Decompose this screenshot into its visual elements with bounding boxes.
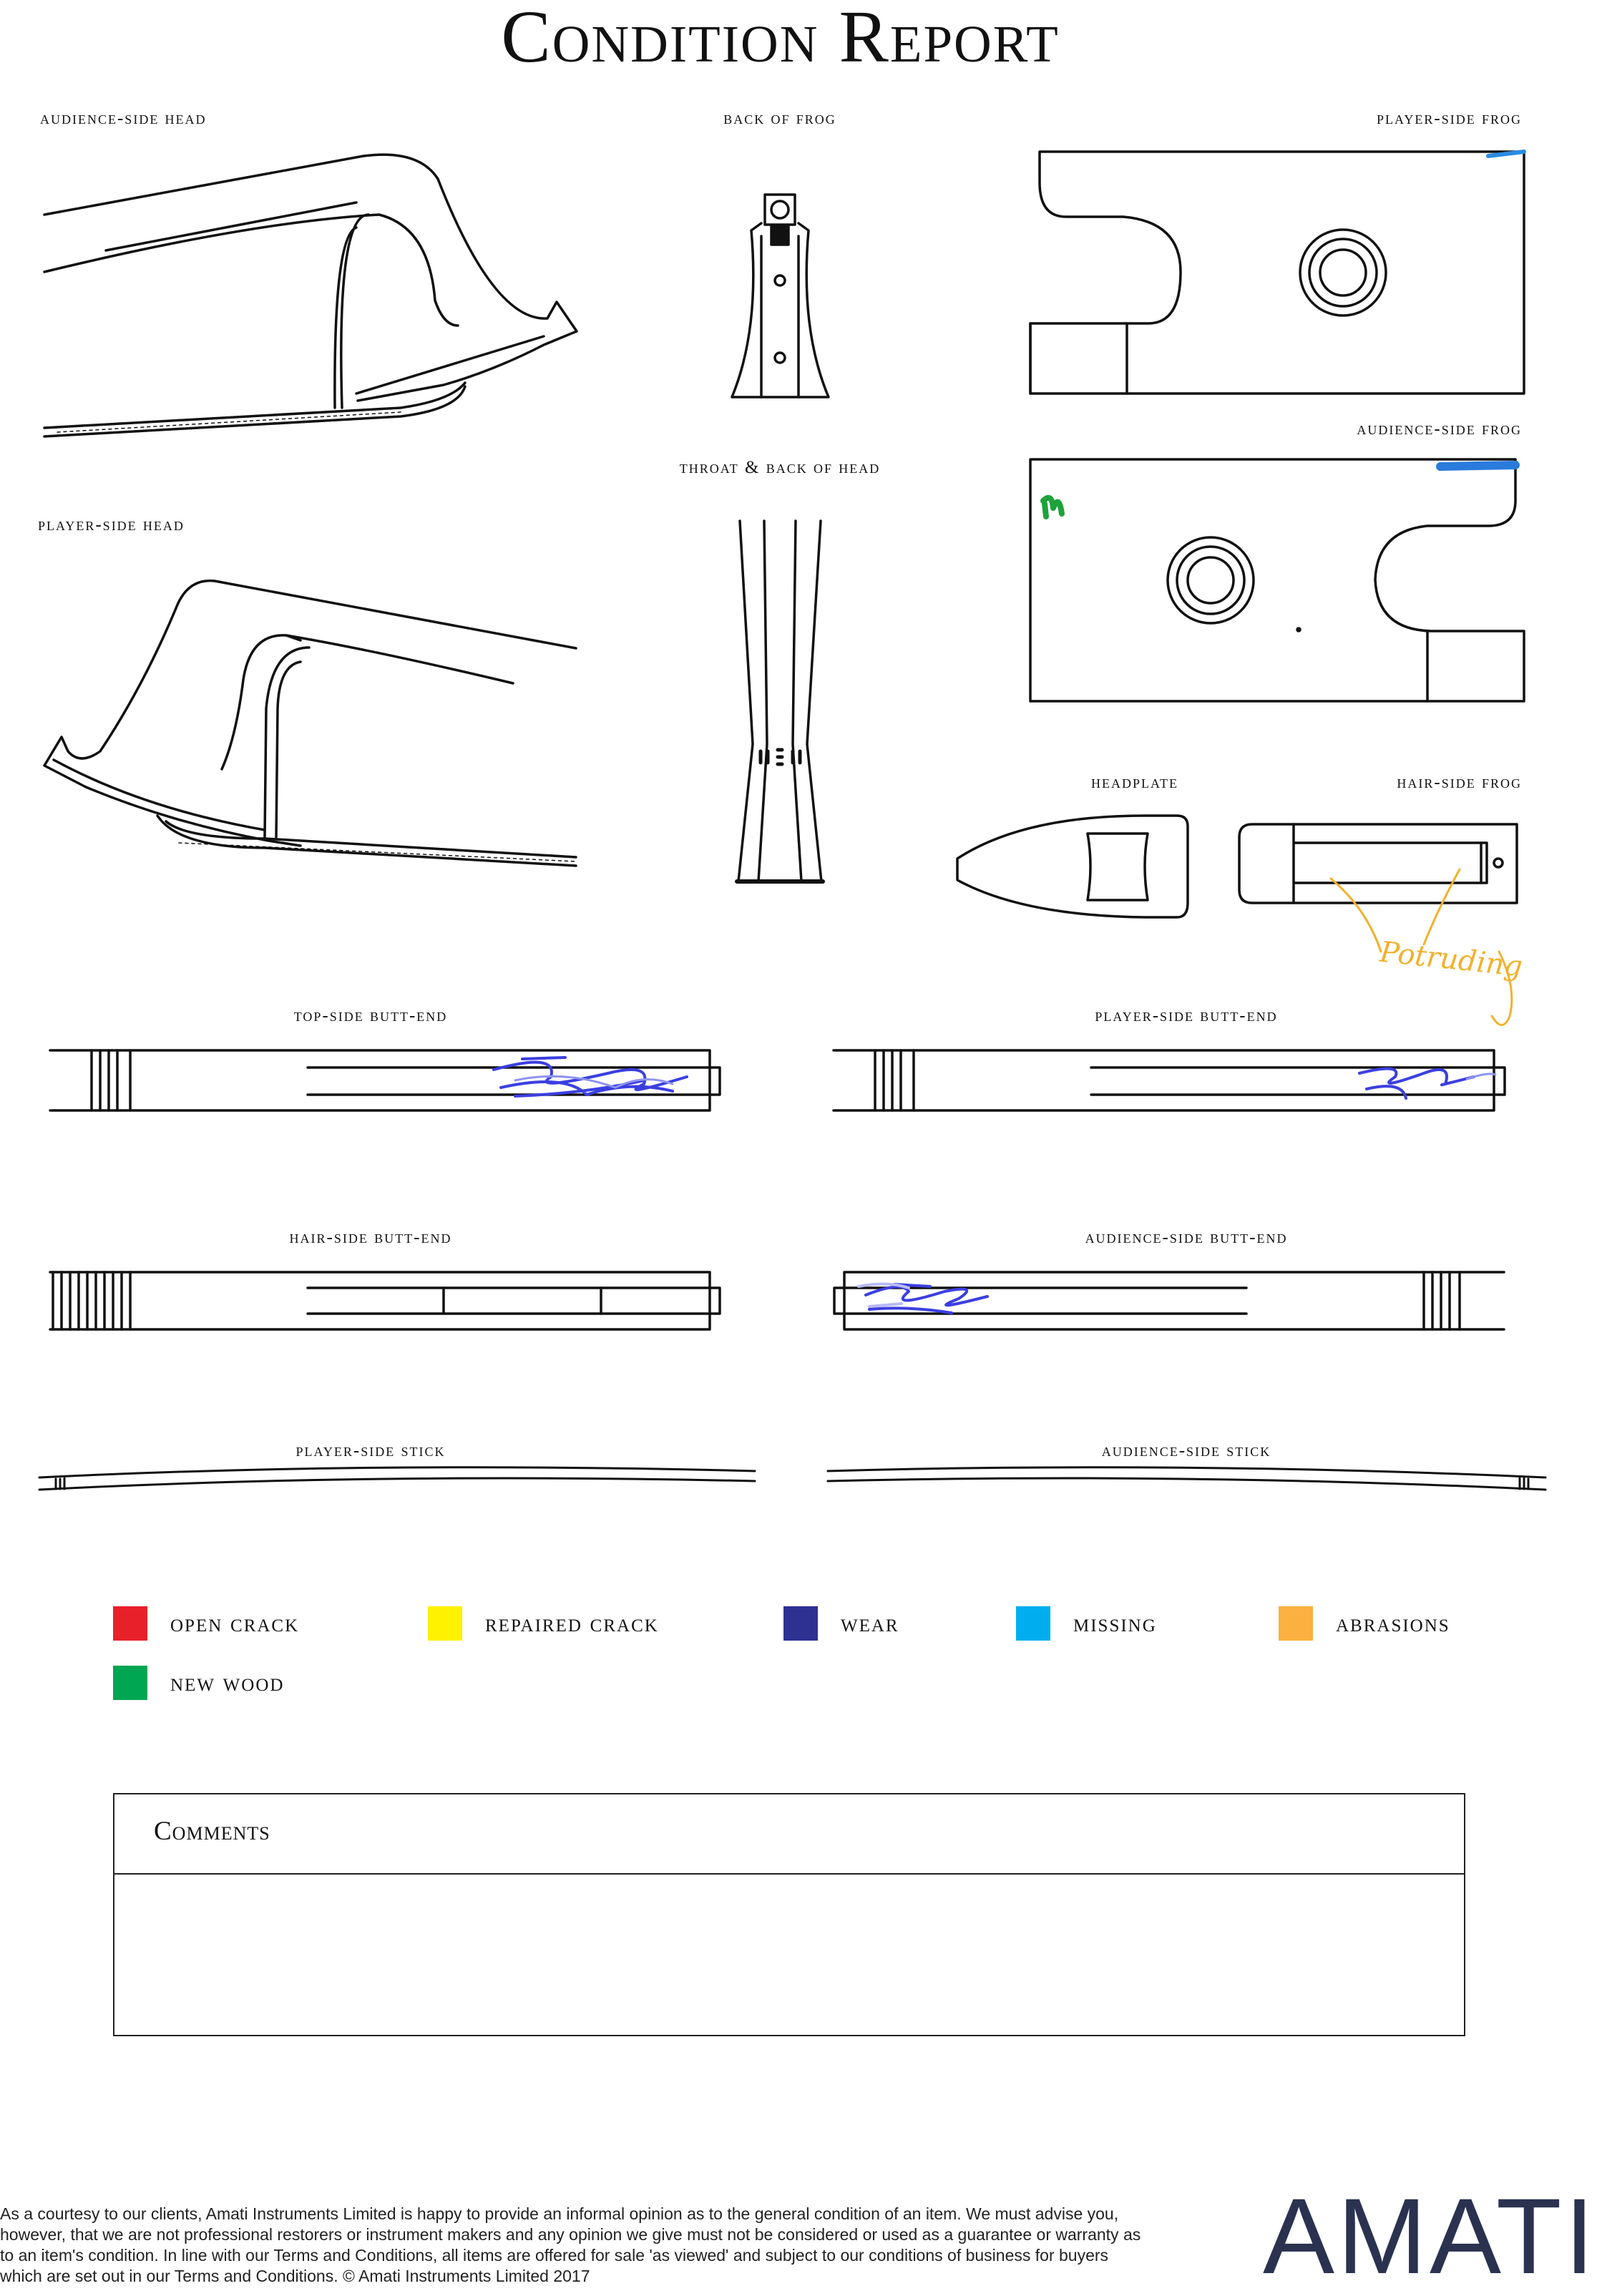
hair-side-butt-end-drawing <box>50 1272 720 1329</box>
player-side-frog-drawing <box>1030 152 1524 394</box>
legend-label: wear <box>841 1609 899 1637</box>
hair-side-frog-drawing <box>1239 824 1517 1025</box>
player-side-butt-end-drawing <box>834 1050 1505 1110</box>
audience-side-stick-drawing <box>828 1467 1545 1490</box>
page-title: Condition Report <box>501 0 1060 78</box>
back-of-frog-drawing <box>732 195 829 397</box>
swatch-wear <box>783 1606 818 1641</box>
swatch-abrasions <box>1279 1606 1313 1641</box>
comments-box <box>113 1793 1465 2036</box>
label-audience-side-stick: audience-side stick <box>1101 1441 1271 1460</box>
label-throat-back-of-head: throat & back of head <box>679 458 881 477</box>
label-headplate: headplate <box>1091 773 1178 792</box>
player-side-stick-drawing <box>39 1467 755 1490</box>
legend-item-new-wood <box>113 1666 284 1700</box>
label-audience-side-head: audience-side head <box>40 109 207 128</box>
comments-body[interactable] <box>114 1875 1464 2035</box>
audience-side-frog-drawing <box>1030 459 1524 701</box>
legend-label: missing <box>1073 1609 1157 1637</box>
label-back-of-frog: back of frog <box>723 109 836 128</box>
swatch-new-wood <box>113 1666 147 1700</box>
legend-item-repaired-crack <box>428 1606 659 1641</box>
label-hair-side-butt-end: hair-side butt-end <box>289 1228 452 1247</box>
label-player-side-stick: player-side stick <box>296 1441 446 1460</box>
comments-heading: Comments <box>154 1817 270 1846</box>
swatch-open-crack <box>113 1606 147 1641</box>
legend-label: open crack <box>170 1609 300 1637</box>
disclaimer-text: As a courtesy to our clients, Amati Instruments Limited is happy to provide an informal opinion as to the general condition of an item. We must advise you, however, that we are not professional restorers or instrument makers and any opinion we give must not be considered or used as a guarantee or warranty as to an item's condition. In line with our Terms and Conditions, all items are offered for sale 'as viewed' and subject to our conditions of business for buyers which are set out in our Terms and Conditions. © Amati Instruments Limited 2017 <box>0 2204 1141 2285</box>
label-audience-side-frog: audience-side frog <box>1357 419 1522 439</box>
brand-logo: AMATI <box>1263 2176 1597 2296</box>
swatch-repaired-crack <box>428 1606 462 1641</box>
legend-label: new wood <box>170 1669 285 1696</box>
top-side-butt-end-drawing <box>50 1050 720 1110</box>
player-side-head-drawing <box>44 581 576 866</box>
legend-label: abrasions <box>1336 1609 1450 1637</box>
label-player-side-butt-end: player-side butt-end <box>1095 1006 1278 1025</box>
legend-label: repaired crack <box>485 1609 659 1637</box>
legend-item-missing <box>1016 1606 1157 1641</box>
label-player-side-frog: player-side frog <box>1377 109 1522 128</box>
label-top-side-butt-end: top-side butt-end <box>293 1006 448 1025</box>
comments-header <box>114 1794 1464 1875</box>
swatch-missing <box>1016 1606 1050 1641</box>
label-player-side-head: player-side head <box>38 515 185 534</box>
throat-back-of-head-drawing <box>737 521 823 881</box>
legend-item-open-crack <box>113 1606 299 1641</box>
label-audience-side-butt-end: audience-side butt-end <box>1085 1228 1288 1247</box>
legend-item-wear <box>783 1606 899 1641</box>
audience-side-head-drawing <box>44 155 577 436</box>
label-hair-side-frog: hair-side frog <box>1397 773 1522 792</box>
annotation-note: Potruding <box>1378 935 1524 984</box>
audience-side-butt-end-drawing <box>834 1272 1504 1329</box>
headplate-drawing <box>957 816 1188 917</box>
legend-item-abrasions <box>1279 1606 1450 1641</box>
